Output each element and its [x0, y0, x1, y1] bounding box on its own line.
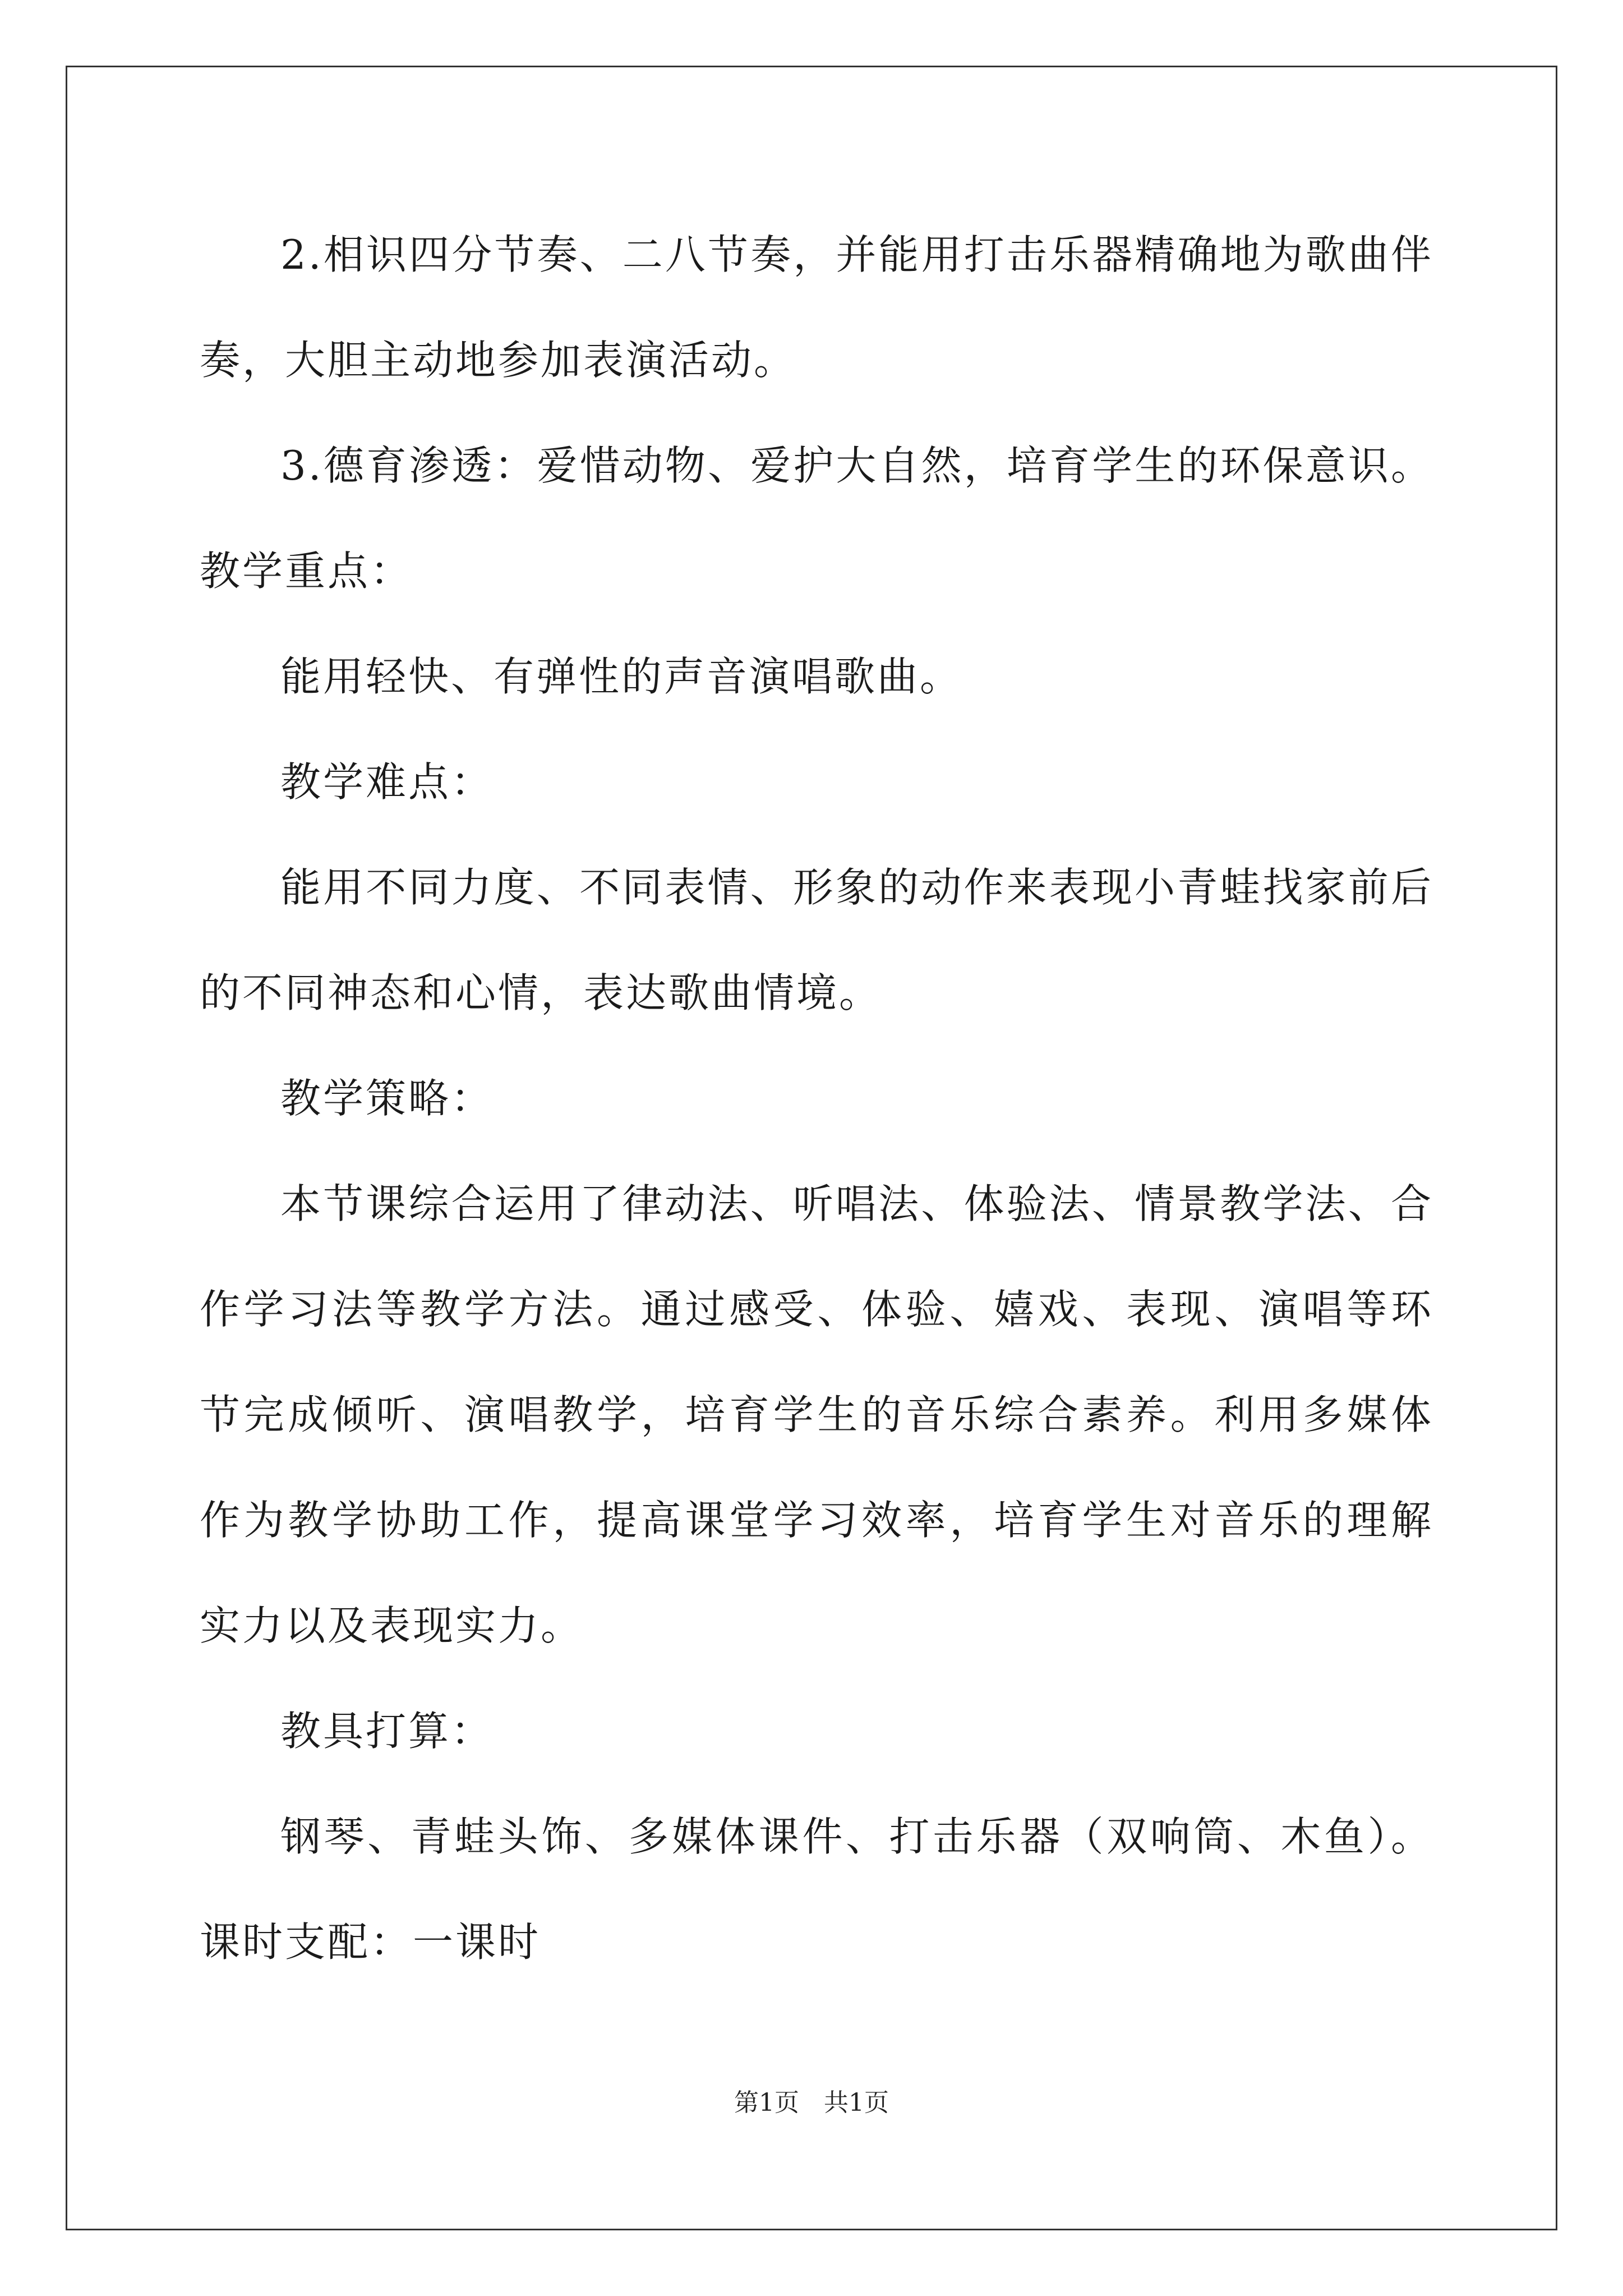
paragraph-objective-3: 3.德育渗透：爱惜动物、爱护大自然，培育学生的环保意识。 教学重点：	[200, 442, 1433, 595]
page-number-footer: 第1页 共1页	[734, 2088, 889, 2117]
heading-strategy: 教学策略：	[280, 1075, 494, 1122]
heading-difficulty: 教学难点：	[280, 758, 494, 806]
paragraph-key-point: 能用轻快、有弹性的声音演唱歌曲。	[280, 653, 963, 700]
paragraph-strategy: 本节课综合运用了律动法、听唱法、体验法、情景教学法、合作学习法等教学方法。通过感受、体验、嬉戏、表现、演唱等环节完成倾听、演唱教学，培育学生的音乐综合素养。利用多媒体作为教学协助工作，提高课堂学习效率，培育学生对音乐的理解实力以及表现实力。	[200, 1180, 1433, 1649]
heading-teaching-aids: 教具打算：	[280, 1708, 494, 1755]
paragraph-teaching-aids: 钢琴、青蛙头饰、多媒体课件、打击乐器（双响筒、木鱼）。 课时支配：一课时	[200, 1813, 1433, 1966]
paragraph-difficulty: 能用不同力度、不同表情、形象的动作来表现小青蛙找家前后的不同神态和心情，表达歌曲情境。	[200, 864, 1433, 1016]
paragraph-objective-2: 2.相识四分节奏、二八节奏，并能用打击乐器精确地为歌曲伴奏，大胆主动地参加表演活动。	[200, 231, 1433, 384]
document-body	[200, 202, 1433, 1995]
